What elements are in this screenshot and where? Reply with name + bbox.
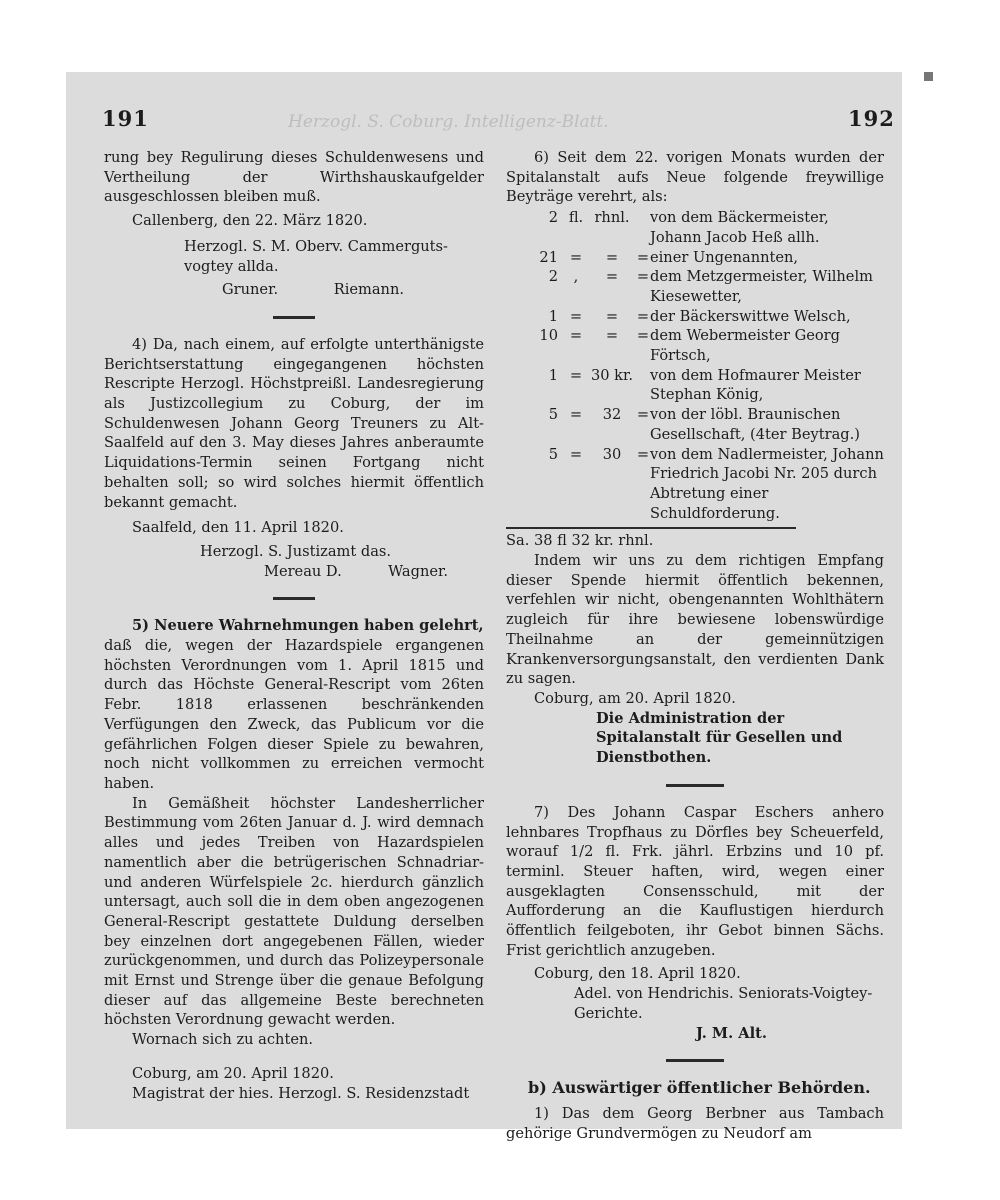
scanner-marker (924, 72, 933, 81)
donations-sum: Sa. 38 fl 32 kr. rhnl. (506, 527, 796, 551)
donation-fl: 2 (548, 209, 558, 227)
donation-row (506, 366, 884, 405)
donation-row (506, 405, 884, 444)
notice-7-text: 7) Des Johann Caspar Eschers anhero lehnbares Tropfhaus zu Dörfles bey Scheuerfeld, worauf 1/2 fl. Frk. jährl. Erbzins und 10 pf. terminl. Steuer haften, wird, wegen einer ausgeklagten Consensschuld, mit der Aufforderung an die Kauflustigen hierdurch öffentlich feilgeboten, ihr Gebot binnen Sächs. Frist gerichtlich anzugeben. (506, 803, 884, 959)
bleed-through-header: Herzogl. S. Coburg. Intelligenz-Blatt. (288, 112, 609, 132)
donation-sep1: = (569, 366, 583, 384)
notice-4-place-date: Saalfeld, den 11. April 1820. (132, 519, 344, 537)
separator-rule (666, 1059, 724, 1062)
donation-sep1: = (569, 307, 583, 325)
donation-desc: dem Webermeister Georg Förtsch, (650, 327, 841, 365)
notice-4-signers (104, 562, 484, 582)
notice-5-authority: Magistrat der hies. Herzogl. S. Residenzstadt (132, 1084, 470, 1102)
donation-sep2: = (636, 268, 650, 286)
donation-fl: 5 (548, 445, 558, 463)
section-b-heading: b) Auswärtiger öffentlicher Behörden. (528, 1078, 871, 1098)
donation-row (506, 307, 884, 327)
donation-sep2: = (636, 327, 650, 345)
separator-rule (273, 316, 315, 319)
donation-sep1: , (573, 268, 579, 286)
notice-4-text: 4) Da, nach einem, auf erfolgte unterthänigste Berichtserstattung eingegangenen höchsten Rescripte Herzogl. Höchstpreißl. Landesregierung als Justizcollegium zu Coburg, der im Schuldenwesen Johann Georg Treuners zu Alt-Saalfeld auf den 3. May dieses Jahres anberaumte Liquidations-Termin seinen Fortgang nicht behalten soll; so wird solches hiermit öffentlich bekannt gemacht. (104, 335, 484, 511)
intro-signers (104, 280, 484, 300)
donation-row (506, 267, 884, 306)
donation-kr: = (605, 327, 619, 345)
notice-5-place-date: Coburg, am 20. April 1820. (132, 1064, 334, 1082)
notice-7-authority: Adel. von Hendrichis. Seniorats-Voigtey-Gerichte. (574, 985, 873, 1022)
donation-desc: von dem Hofmaurer Meister Stephan König, (650, 366, 861, 404)
donation-sep2: = (636, 307, 650, 325)
donation-sep1: = (569, 406, 583, 424)
donation-sep1: = (569, 327, 583, 345)
donation-row (506, 248, 884, 268)
intro-place-date: Callenberg, den 22. März 1820. (132, 212, 368, 230)
donation-desc: der Bäckerswittwe Welsch, (650, 307, 851, 325)
notice-4-authority: Herzogl. S. Justizamt das. (200, 542, 392, 560)
notice-6-authority: Die Administration der Spitalanstalt für Gesellen und Dienstbothen. (596, 709, 843, 767)
notice-6-intro: 6) Seit dem 22. vorigen Monats wurden der Spitalanstalt aufs Neue folgende freywillige Beyträge verehrt, als: (506, 149, 884, 206)
donation-row (506, 208, 884, 247)
separator-rule (666, 784, 724, 787)
notice-5-text-2: In Gemäßheit höchster Landesherrlicher Bestimmung vom 26ten Januar d. J. wird demnach alles und jedes Treiben von Hazardspielen namentlich aber die betrügerischen Schnadriar- und anderen Würfelspiele 2c. hierdurch gänzlich untersagt, auch soll die in dem oben angezogenen General-Rescript gestattete Duldung derselben bey einzelnen dort angegebenen Fällen, wieder zurückgenommen, und durch das Polizeypersonale mit Ernst und Strenge über die genaue Befolgung dieser auf das allgemeine Beste berechneten höchsten Verordnung gewacht werden. (104, 794, 484, 1029)
intro-text: rung bey Regulirung dieses Schuldenwesens und Vertheilung der Wirthshauskaufgelder ausgeschlossen bleiben muß. (104, 149, 484, 206)
donation-fl: 5 (548, 406, 558, 424)
notice-6-place-date: Coburg, am 20. April 1820. (534, 689, 736, 707)
notice-6-thanks: Indem wir uns zu dem richtigen Empfang dieser Spende hiermit öffentlich bekennen, verfehlen wir nicht, obengenannten Wohlthätern zugleich für ihre bewiesene lobenswürdige Theilnahme an der gemeinnützigen Krankenversorgungsanstalt, den verdienten Dank zu sagen. (506, 552, 884, 688)
donation-kr: 30 (602, 445, 622, 463)
notice-7-place-date: Coburg, den 18. April 1820. (534, 965, 741, 983)
donation-desc: einer Ungenannten, (650, 248, 799, 266)
donation-kr: = (605, 248, 619, 266)
donation-sep1: = (569, 445, 583, 463)
donation-sep2: = (636, 248, 650, 266)
donation-kr: = (605, 268, 619, 286)
signer: Wagner. (388, 562, 448, 580)
donation-sep1: fl. (568, 209, 584, 227)
donation-desc: dem Metzgermeister, Wilhelm Kiesewetter, (650, 268, 873, 305)
signer: Gruner. (222, 281, 279, 299)
donation-sep2: = (636, 406, 650, 424)
left-column (104, 148, 484, 1103)
page-number-right: 192 (848, 106, 895, 131)
donation-fl: 1 (548, 307, 558, 325)
donation-desc: von dem Bäckermeister, Johann Jacob Heß allh. (650, 209, 829, 246)
donation-kr: 30 kr. (590, 366, 634, 384)
notice-7-signer: J. M. Alt. (696, 1024, 767, 1042)
donation-sep2: = (636, 445, 650, 463)
page-number-left: 191 (102, 106, 149, 131)
donation-fl: 2 (548, 268, 558, 286)
notice-b1-text: 1) Das dem Georg Berbner aus Tambach gehörige Grundvermögen zu Neudorf am (506, 1104, 884, 1142)
notice-5-lead: 5) Neuere Wahrnehmungen haben gelehrt, (132, 617, 484, 635)
donation-kr: 32 (602, 406, 622, 424)
donation-desc: von der löbl. Braunischen Gesellschaft, (4ter Beytrag.) (650, 406, 860, 443)
donation-row (506, 326, 884, 365)
donation-sep2 (636, 366, 650, 405)
donation-fl: 21 (539, 248, 558, 266)
signer: Riemann. (333, 281, 404, 299)
intro-authority: Herzogl. S. M. Oberv. Cammerguts-vogtey allda. (184, 237, 448, 275)
right-column (506, 148, 884, 1143)
notice-5-text: daß die, wegen der Hazardspiele ergangenen höchsten Verordnungen vom 1. April 1815 und durch das Höchste General-Rescript vom 26ten Febr. 1818 erlassenen beschränkenden Verfügungen den Zweck, das Publicum vor die gefährlichen Folgen dieser Spiele zu bewahren, noch nicht vollkommen zu erreichen vermocht haben. (104, 637, 484, 792)
donation-kr: = (605, 307, 619, 325)
donations-table (506, 208, 884, 523)
donation-row (506, 445, 884, 524)
separator-rule (273, 597, 315, 600)
notice-5-closing: Wornach sich zu achten. (132, 1031, 313, 1049)
donation-fl: 10 (539, 327, 558, 345)
donation-sep1: = (569, 248, 583, 266)
donation-kr: rhnl. (594, 209, 630, 227)
donation-sep2 (636, 208, 650, 247)
donation-fl: 1 (548, 366, 558, 384)
donation-desc: von dem Nadlermeister, Johann Friedrich Jacobi Nr. 205 durch Abtretung einer Schuldforderung. (650, 445, 884, 522)
signer: Mereau D. (264, 562, 342, 580)
